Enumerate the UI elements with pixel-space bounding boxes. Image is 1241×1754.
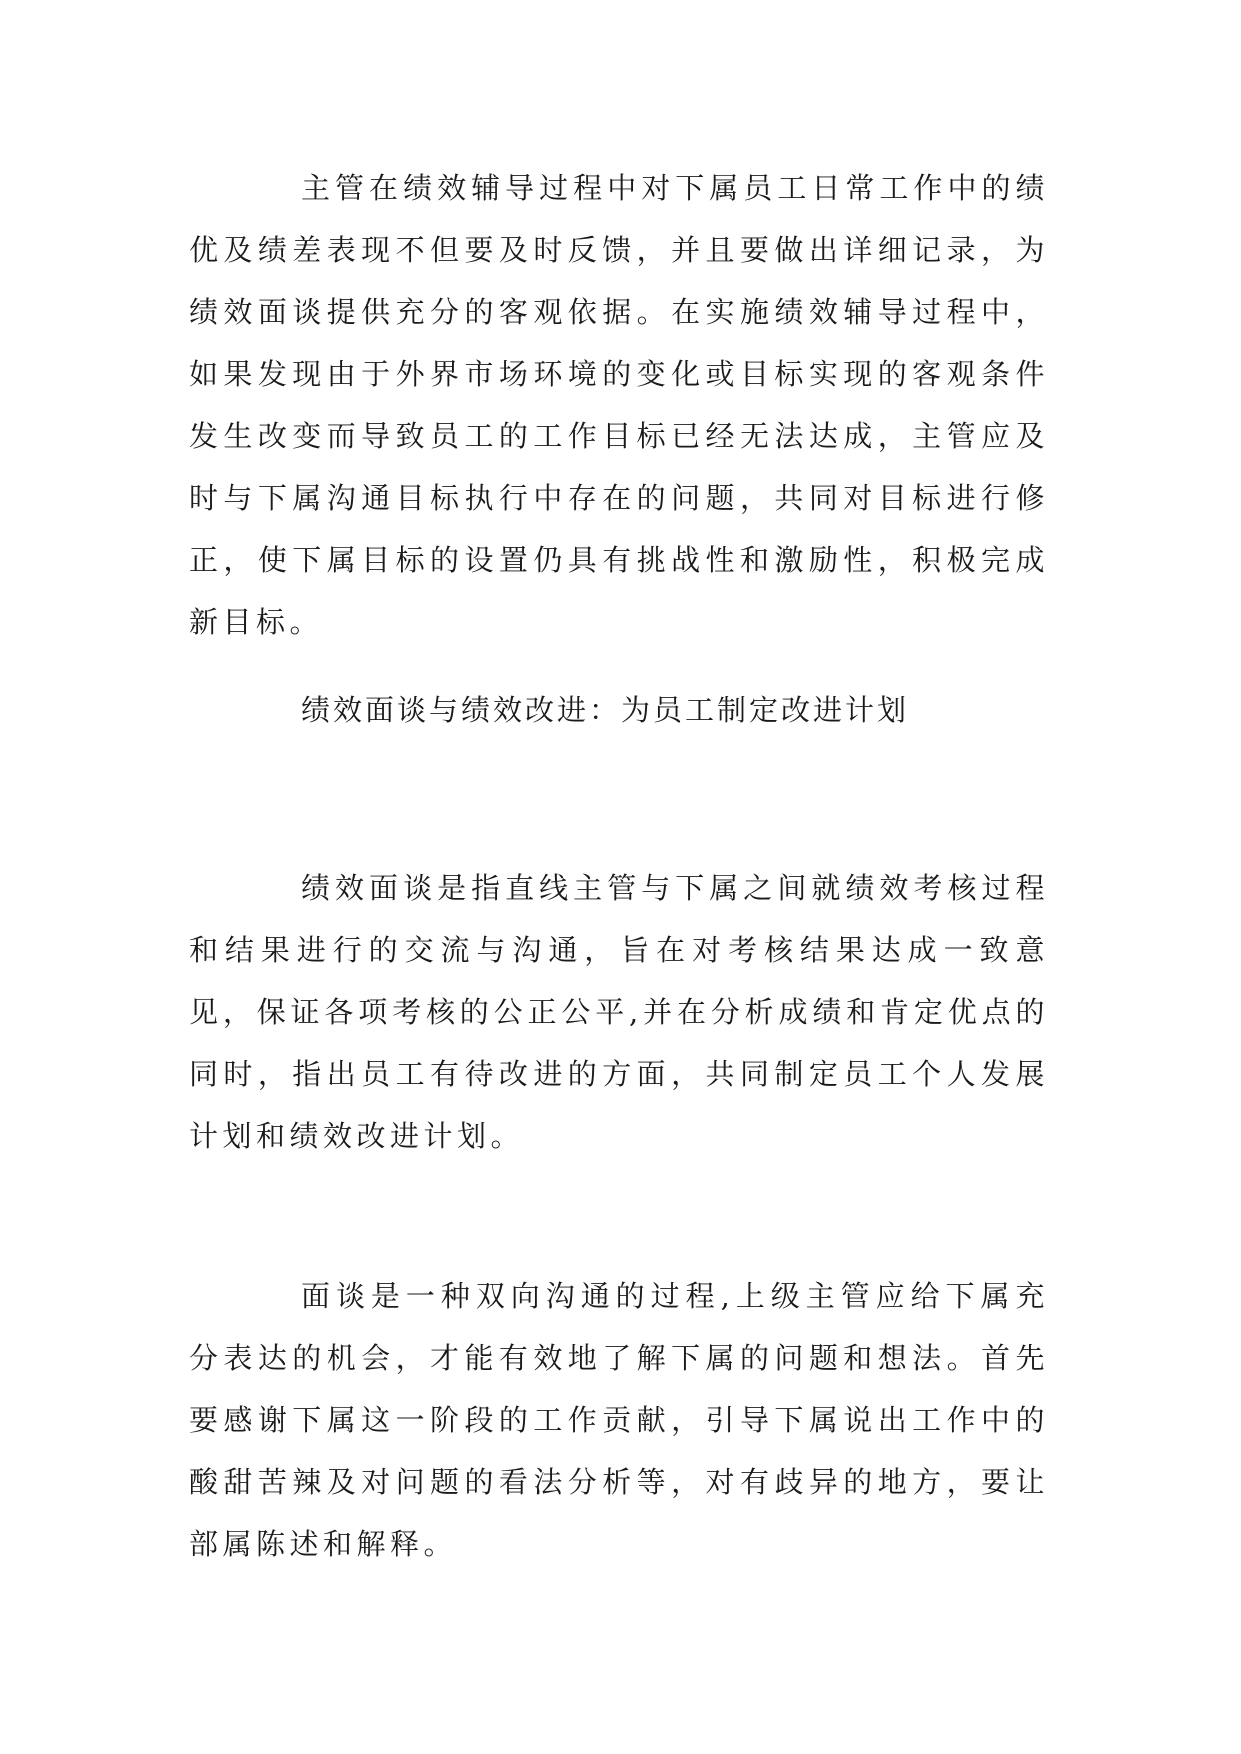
paragraph-coaching-feedback: 主管在绩效辅导过程中对下属员工日常工作中的绩优及绩差表现不但要及时反馈，并且要做出详细记录，为绩效面谈提供充分的客观依据。在实施绩效辅导过程中，如果发现由于外界市场环境的变化或目标实现的客观条件发生改变而导致员工的工作目标已经无法达成，主管应及时与下属沟通目标执行中存在的问题，共同对目标进行修正，使下属目标的设置仍具有挑战性和激励性，积极完成新目标。 — [189, 171, 1049, 639]
paragraph-performance-interview: 绩效面谈是指直线主管与下属之间就绩效考核过程和结果进行的交流与沟通，旨在对考核结果达成一致意见，保证各项考核的公正公平,并在分析成绩和肯定优点的同时，指出员工有待改进的方面，共同制定员工个人发展计划和绩效改进计划。 — [189, 871, 1049, 1153]
section-heading-performance-interview: 绩效面谈与绩效改进：为员工制定改进计划 — [301, 693, 910, 727]
paragraph-two-way-communication: 面谈是一种双向沟通的过程,上级主管应给下属充分表达的机会，才能有效地了解下属的问题和想法。首先要感谢下属这一阶段的工作贡献，引导下属说出工作中的酸甜苦辣及对问题的看法分析等，对有歧异的地方，要让部属陈述和解释。 — [189, 1279, 1049, 1561]
